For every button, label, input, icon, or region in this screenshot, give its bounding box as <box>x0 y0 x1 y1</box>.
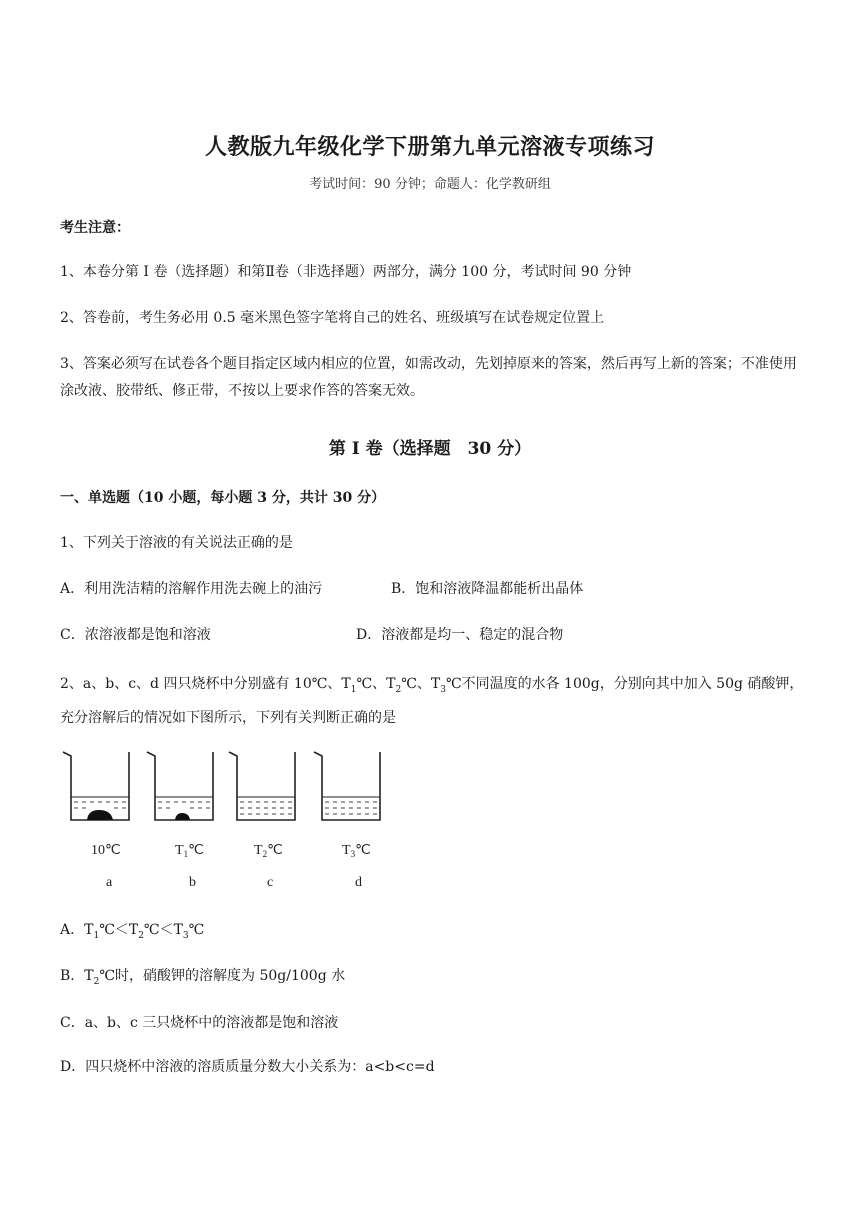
exam-info: 考试时间：90 分钟；命题人：化学教研组 <box>309 177 551 192</box>
question-1-stem: 1、下列关于溶液的有关说法正确的是 <box>60 535 293 551</box>
notice-item-3: 3、答案必须写在试卷各个题目指定区域内相应的位置，如需改动，先划掉原来的答案，然后再写上新的答案；不准使用涂改液、胶带纸、修正带，不按以上要求作答的答案无效。 <box>60 356 797 399</box>
question-2-option-d: D．四只烧杯中溶液的溶质质量分数大小关系为：a<b<c=d <box>60 1059 435 1075</box>
question-2-option-c: C．a、b、c 三只烧杯中的溶液都是饱和溶液 <box>60 1015 339 1031</box>
crystal-sediment-a <box>87 810 113 820</box>
page-title: 人教版九年级化学下册第九单元溶液专项练习 <box>204 134 655 160</box>
beaker-d <box>314 752 380 820</box>
question-1-option-c: C．浓溶液都是饱和溶液 <box>60 627 211 643</box>
question-1-option-d: D．溶液都是均一、稳定的混合物 <box>356 627 564 643</box>
beaker-c <box>229 752 295 820</box>
beaker-c-temp: $T_2℃$ <box>254 843 283 859</box>
beaker-c-label: c <box>267 875 274 890</box>
question-1-option-b: B．饱和溶液降温都能析出晶体 <box>391 581 584 597</box>
beaker-d-label: d <box>355 875 362 890</box>
question-type-heading: 一、单选题（10 小题，每小题 3 分，共计 30 分） <box>60 490 386 506</box>
notice-item-2: 2、答卷前，考生务必用 0.5 毫米黑色签字笔将自己的姓名、班级填写在试卷规定位置上 <box>60 310 605 326</box>
question-2-stem: 2、a、b、c、d 四只烧杯中分别盛有 10℃、$T_1℃$、$T_2℃$、$T_3℃$不同温度的水各 100g，分别向其中加入 50g 硝酸钾，充分溶解后的情况如下图所示，下列有关判断正确的是 <box>60 676 804 726</box>
beaker-b-temp: $T_1℃$ <box>175 843 204 859</box>
beaker-a <box>63 752 129 820</box>
beaker-a-temp: 10℃ <box>91 843 121 858</box>
beaker-figure <box>55 740 395 900</box>
section-title: 第 I 卷（选择题 30 分） <box>328 439 532 459</box>
beaker-b <box>147 752 213 820</box>
crystal-sediment-b <box>175 813 190 820</box>
question-2-option-a: A．$T_1℃<T_2℃<T_3℃$ <box>60 922 205 941</box>
question-1-option-a: A．利用洗洁精的溶解作用洗去碗上的油污 <box>60 581 323 597</box>
notice-item-1: 1、本卷分第 I 卷（选择题）和第Ⅱ卷（非选择题）两部分，满分 100 分，考试时间 90 分钟 <box>60 264 632 280</box>
question-2-option-b: B．$T_2℃$时，硝酸钾的溶解度为 50g/100g 水 <box>60 968 346 987</box>
beaker-a-label: a <box>106 875 113 890</box>
beaker-d-temp: $T_3℃$ <box>342 843 371 859</box>
notice-heading: 考生注意： <box>60 220 130 236</box>
beaker-b-label: b <box>189 875 196 890</box>
